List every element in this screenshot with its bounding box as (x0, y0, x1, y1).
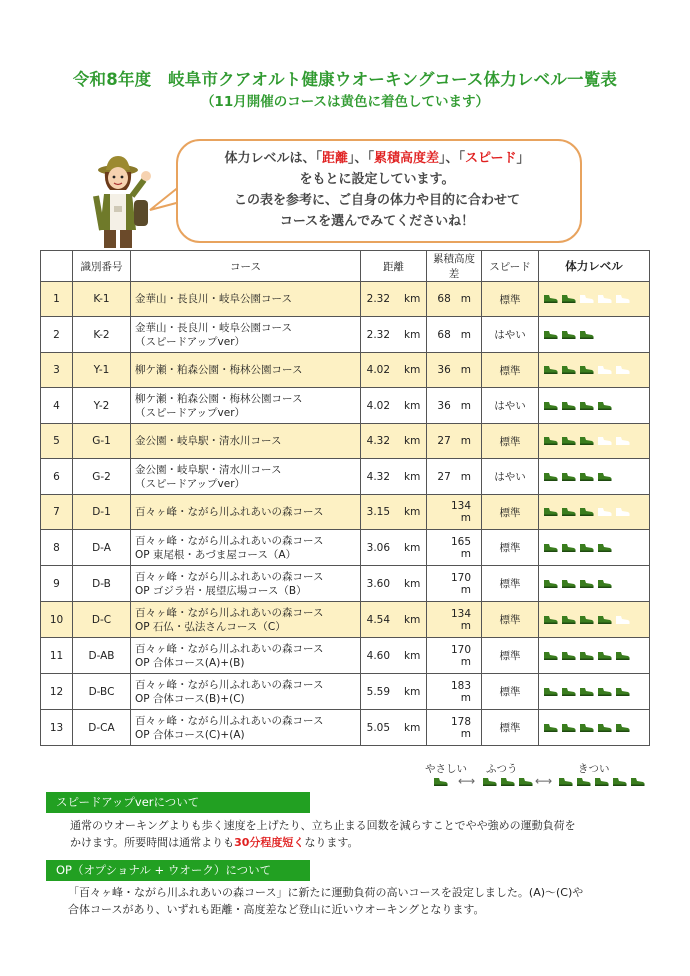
row-distance: 3.60 km (361, 566, 427, 602)
boot-icon (597, 616, 612, 624)
row-course (131, 495, 361, 530)
header-distance: 距離 (361, 251, 427, 282)
row-id: D-1 (73, 495, 131, 530)
row-number: 6 (41, 459, 73, 495)
course-name: 百々ヶ峰・ながら川ふれあいの森コース (135, 534, 324, 547)
row-speed: 標準 (482, 566, 539, 602)
row-id: D-C (73, 602, 131, 638)
row-distance: 4.32 km (361, 459, 427, 495)
row-course (131, 388, 361, 424)
boot-icon (597, 652, 612, 660)
boot-icon (579, 724, 594, 732)
boot-icon (579, 616, 594, 624)
boot-empty-icon (597, 437, 612, 445)
row-elevation: 170m (427, 566, 482, 602)
course-name: 百々ヶ峰・ながら川ふれあいの森コース (135, 506, 324, 518)
boot-icon (433, 778, 448, 786)
course-name: 金公園・岐阜駅・清水川コース (135, 463, 282, 476)
row-level (539, 424, 650, 459)
boot-icon (543, 295, 558, 303)
boot-icon (579, 508, 594, 516)
row-elevation: 178m (427, 710, 482, 746)
table-row (41, 674, 650, 710)
table-row (41, 353, 650, 388)
row-elevation: 68 m (427, 282, 482, 317)
table-row (41, 282, 650, 317)
boot-icon (594, 778, 609, 786)
row-speed: 標準 (482, 495, 539, 530)
row-distance: 4.02 km (361, 388, 427, 424)
row-id: G-1 (73, 424, 131, 459)
table-row (41, 566, 650, 602)
boot-icon (561, 402, 576, 410)
row-elevation: 165m (427, 530, 482, 566)
boot-icon (518, 778, 533, 786)
table-header-row (41, 251, 650, 282)
legend-easy: やさしい (425, 763, 467, 775)
boot-icon (597, 544, 612, 552)
course-note: OP 石仏・弘法さんコース（C） (135, 620, 286, 633)
boot-icon (543, 331, 558, 339)
boot-empty-icon (597, 366, 612, 374)
course-name: 百々ヶ峰・ながら川ふれあいの森コース (135, 642, 324, 655)
header-level: 体力レベル (539, 251, 650, 282)
course-note: OP 東尾根・あづま屋コース（A） (135, 548, 297, 561)
row-speed: 標準 (482, 282, 539, 317)
boot-icon (543, 473, 558, 481)
row-course (131, 674, 361, 710)
boot-icon (615, 652, 630, 660)
course-name: 百々ヶ峰・ながら川ふれあいの森コース (135, 678, 324, 691)
row-distance: 4.32 km (361, 424, 427, 459)
table-row (41, 710, 650, 746)
row-course (131, 424, 361, 459)
legend-normal: ふつう (486, 763, 518, 775)
row-level (539, 602, 650, 638)
legend-hard: きつい (578, 763, 610, 775)
header-id: 識別番号 (73, 251, 131, 282)
row-speed: 標準 (482, 530, 539, 566)
page-title: 令和8年度 岐阜市クアオルト健康ウオーキングコース体力レベル一覧表 (72, 70, 618, 89)
course-name: 金公園・岐阜駅・清水川コース (135, 435, 282, 447)
boot-icon (500, 778, 515, 786)
boot-icon (597, 724, 612, 732)
row-level (539, 282, 650, 317)
course-note: （スピードアップver） (135, 406, 246, 419)
legend-arrow-1: ⟷ (458, 774, 476, 788)
row-distance: 4.60 km (361, 638, 427, 674)
row-speed: 標準 (482, 424, 539, 459)
course-name: 柳ケ瀬・粕森公園・梅林公園コース (135, 364, 303, 376)
row-speed: 標準 (482, 353, 539, 388)
boot-icon (561, 616, 576, 624)
course-name: 百々ヶ峰・ながら川ふれあいの森コース (135, 606, 324, 619)
boot-icon (561, 724, 576, 732)
table-row (41, 388, 650, 424)
row-speed: 標準 (482, 674, 539, 710)
boot-empty-icon (597, 508, 612, 516)
boot-icon (579, 580, 594, 588)
row-elevation: 134m (427, 602, 482, 638)
table-row (41, 424, 650, 459)
boot-icon (561, 295, 576, 303)
boot-icon (561, 508, 576, 516)
boot-icon (597, 580, 612, 588)
boot-icon (579, 366, 594, 374)
row-id: K-1 (73, 282, 131, 317)
boot-icon (543, 544, 558, 552)
row-distance: 5.59 km (361, 674, 427, 710)
row-speed: はやい (482, 388, 539, 424)
boot-icon (579, 437, 594, 445)
row-elevation: 68 m (427, 317, 482, 353)
boot-icon (597, 688, 612, 696)
row-elevation: 183m (427, 674, 482, 710)
row-number: 1 (41, 282, 73, 317)
boot-icon (579, 473, 594, 481)
boot-icon (543, 437, 558, 445)
boot-empty-icon (615, 331, 630, 339)
header-elevation: 累積高度差 (427, 251, 482, 282)
row-level (539, 353, 650, 388)
row-speed: はやい (482, 459, 539, 495)
boot-icon (615, 724, 630, 732)
boot-icon (543, 688, 558, 696)
row-number: 12 (41, 674, 73, 710)
header-no (41, 251, 73, 282)
row-level (539, 530, 650, 566)
table-row (41, 530, 650, 566)
course-note: OP 合体コース(B)+(C) (135, 692, 245, 705)
boot-icon (597, 402, 612, 410)
row-elevation: 27 m (427, 424, 482, 459)
row-distance: 3.15 km (361, 495, 427, 530)
row-course (131, 530, 361, 566)
boot-icon (561, 437, 576, 445)
speedup-text: 通常のウオーキングよりも歩く速度を上げたり、立ち止まる回数を減らすことでやや強めの運動負荷を かけます。所要時間は通常よりも30分程度短くなります。 (70, 819, 576, 849)
course-name: 金華山・長良川・岐阜公園コース (135, 293, 292, 305)
boot-icon (543, 616, 558, 624)
page-subtitle: （11月開催のコースは黄色に着色しています） (200, 94, 490, 110)
table-row (41, 495, 650, 530)
legend-normal-shoes (482, 778, 533, 786)
boot-icon (612, 778, 627, 786)
row-id: Y-1 (73, 353, 131, 388)
boot-icon (579, 402, 594, 410)
boot-empty-icon (615, 508, 630, 516)
row-id: D-B (73, 566, 131, 602)
course-name: 百々ヶ峰・ながら川ふれあいの森コース (135, 714, 324, 727)
course-note: OP 合体コース(A)+(B) (135, 656, 245, 669)
boot-icon (543, 366, 558, 374)
boot-empty-icon (615, 437, 630, 445)
boot-icon (543, 508, 558, 516)
speech-bubble-text: 体力レベルは、「距離」、「累積高度差」、「スピード」 をもとに設定しています。 この表を参考に、ご自身の体力や目的に合わせて コースを選んでみてくださいね！ (224, 151, 530, 229)
boot-icon (561, 688, 576, 696)
row-level (539, 388, 650, 424)
boot-icon (576, 778, 591, 786)
course-note: （スピードアップver） (135, 477, 246, 490)
boot-icon (630, 778, 645, 786)
speedup-heading: スピードアップverについて (46, 792, 310, 813)
boot-icon (561, 473, 576, 481)
course-name: 百々ヶ峰・ながら川ふれあいの森コース (135, 570, 324, 583)
boot-empty-icon (597, 331, 612, 339)
boot-icon (579, 544, 594, 552)
boot-empty-icon (615, 544, 630, 552)
row-number: 5 (41, 424, 73, 459)
boot-icon (543, 724, 558, 732)
boot-icon (561, 580, 576, 588)
boot-icon (543, 402, 558, 410)
boot-icon (579, 652, 594, 660)
row-course (131, 638, 361, 674)
boot-icon (561, 544, 576, 552)
table-row (41, 317, 650, 353)
course-note: OP ゴジラ岩・展望広場コース（B） (135, 584, 307, 597)
row-distance: 4.02 km (361, 353, 427, 388)
row-elevation: 27 m (427, 459, 482, 495)
course-name: 柳ケ瀬・粕森公園・梅林公園コース (135, 392, 303, 405)
row-elevation: 170m (427, 638, 482, 674)
row-distance: 5.05 km (361, 710, 427, 746)
row-level (539, 459, 650, 495)
legend-hard-shoes (558, 778, 645, 786)
boot-empty-icon (615, 402, 630, 410)
boot-icon (597, 473, 612, 481)
row-id: D-CA (73, 710, 131, 746)
course-note: （スピードアップver） (135, 335, 246, 348)
row-number: 9 (41, 566, 73, 602)
legend-arrow-2: ⟷ (535, 774, 553, 788)
course-note: OP 合体コース(C)+(A) (135, 728, 245, 741)
row-number: 13 (41, 710, 73, 746)
boot-empty-icon (615, 366, 630, 374)
boot-empty-icon (615, 473, 630, 481)
header-speed: スピード (482, 251, 539, 282)
row-id: D-A (73, 530, 131, 566)
row-course (131, 710, 361, 746)
boot-icon (579, 331, 594, 339)
row-number: 3 (41, 353, 73, 388)
row-number: 4 (41, 388, 73, 424)
op-text: 「百々ヶ峰・ながら川ふれあいの森コース」に新たに運動負荷の高いコースを設定しました。(A)～(C)や 合体コースがあり、いずれも距離・高度差など登山に近いウオーキングとなります。 (68, 886, 584, 916)
legend-easy-shoes (433, 778, 448, 786)
row-speed: 標準 (482, 602, 539, 638)
boot-empty-icon (615, 580, 630, 588)
row-number: 10 (41, 602, 73, 638)
row-speed: 標準 (482, 638, 539, 674)
row-distance: 2.32 km (361, 317, 427, 353)
row-number: 2 (41, 317, 73, 353)
row-level (539, 674, 650, 710)
row-level (539, 638, 650, 674)
row-id: D-BC (73, 674, 131, 710)
row-elevation: 36 m (427, 353, 482, 388)
row-number: 7 (41, 495, 73, 530)
row-level (539, 317, 650, 353)
table-row (41, 638, 650, 674)
boot-icon (558, 778, 573, 786)
row-level (539, 495, 650, 530)
row-distance: 3.06 km (361, 530, 427, 566)
row-id: K-2 (73, 317, 131, 353)
boot-empty-icon (579, 295, 594, 303)
row-course (131, 317, 361, 353)
row-distance: 2.32 km (361, 282, 427, 317)
boot-icon (482, 778, 497, 786)
boot-icon (561, 366, 576, 374)
table-row (41, 602, 650, 638)
boot-empty-icon (615, 295, 630, 303)
row-id: G-2 (73, 459, 131, 495)
row-course (131, 282, 361, 317)
row-elevation: 36 m (427, 388, 482, 424)
boot-icon (579, 688, 594, 696)
boot-empty-icon (597, 295, 612, 303)
row-speed: 標準 (482, 710, 539, 746)
course-name: 金華山・長良川・岐阜公園コース (135, 321, 292, 334)
boot-icon (543, 652, 558, 660)
table-row (41, 459, 650, 495)
row-distance: 4.54 km (361, 602, 427, 638)
row-course (131, 566, 361, 602)
row-number: 8 (41, 530, 73, 566)
row-number: 11 (41, 638, 73, 674)
boot-icon (615, 688, 630, 696)
row-elevation: 134m (427, 495, 482, 530)
row-course (131, 459, 361, 495)
boot-icon (561, 331, 576, 339)
boot-icon (543, 580, 558, 588)
row-course (131, 602, 361, 638)
row-id: Y-2 (73, 388, 131, 424)
op-heading: OP（オプショナル + ウオーク）について (46, 860, 310, 881)
row-id: D-AB (73, 638, 131, 674)
row-level (539, 566, 650, 602)
boot-icon (561, 652, 576, 660)
header-course: コース (131, 251, 361, 282)
row-speed: はやい (482, 317, 539, 353)
boot-empty-icon (615, 616, 630, 624)
row-level (539, 710, 650, 746)
row-course (131, 353, 361, 388)
fitness-level-table (40, 250, 650, 746)
